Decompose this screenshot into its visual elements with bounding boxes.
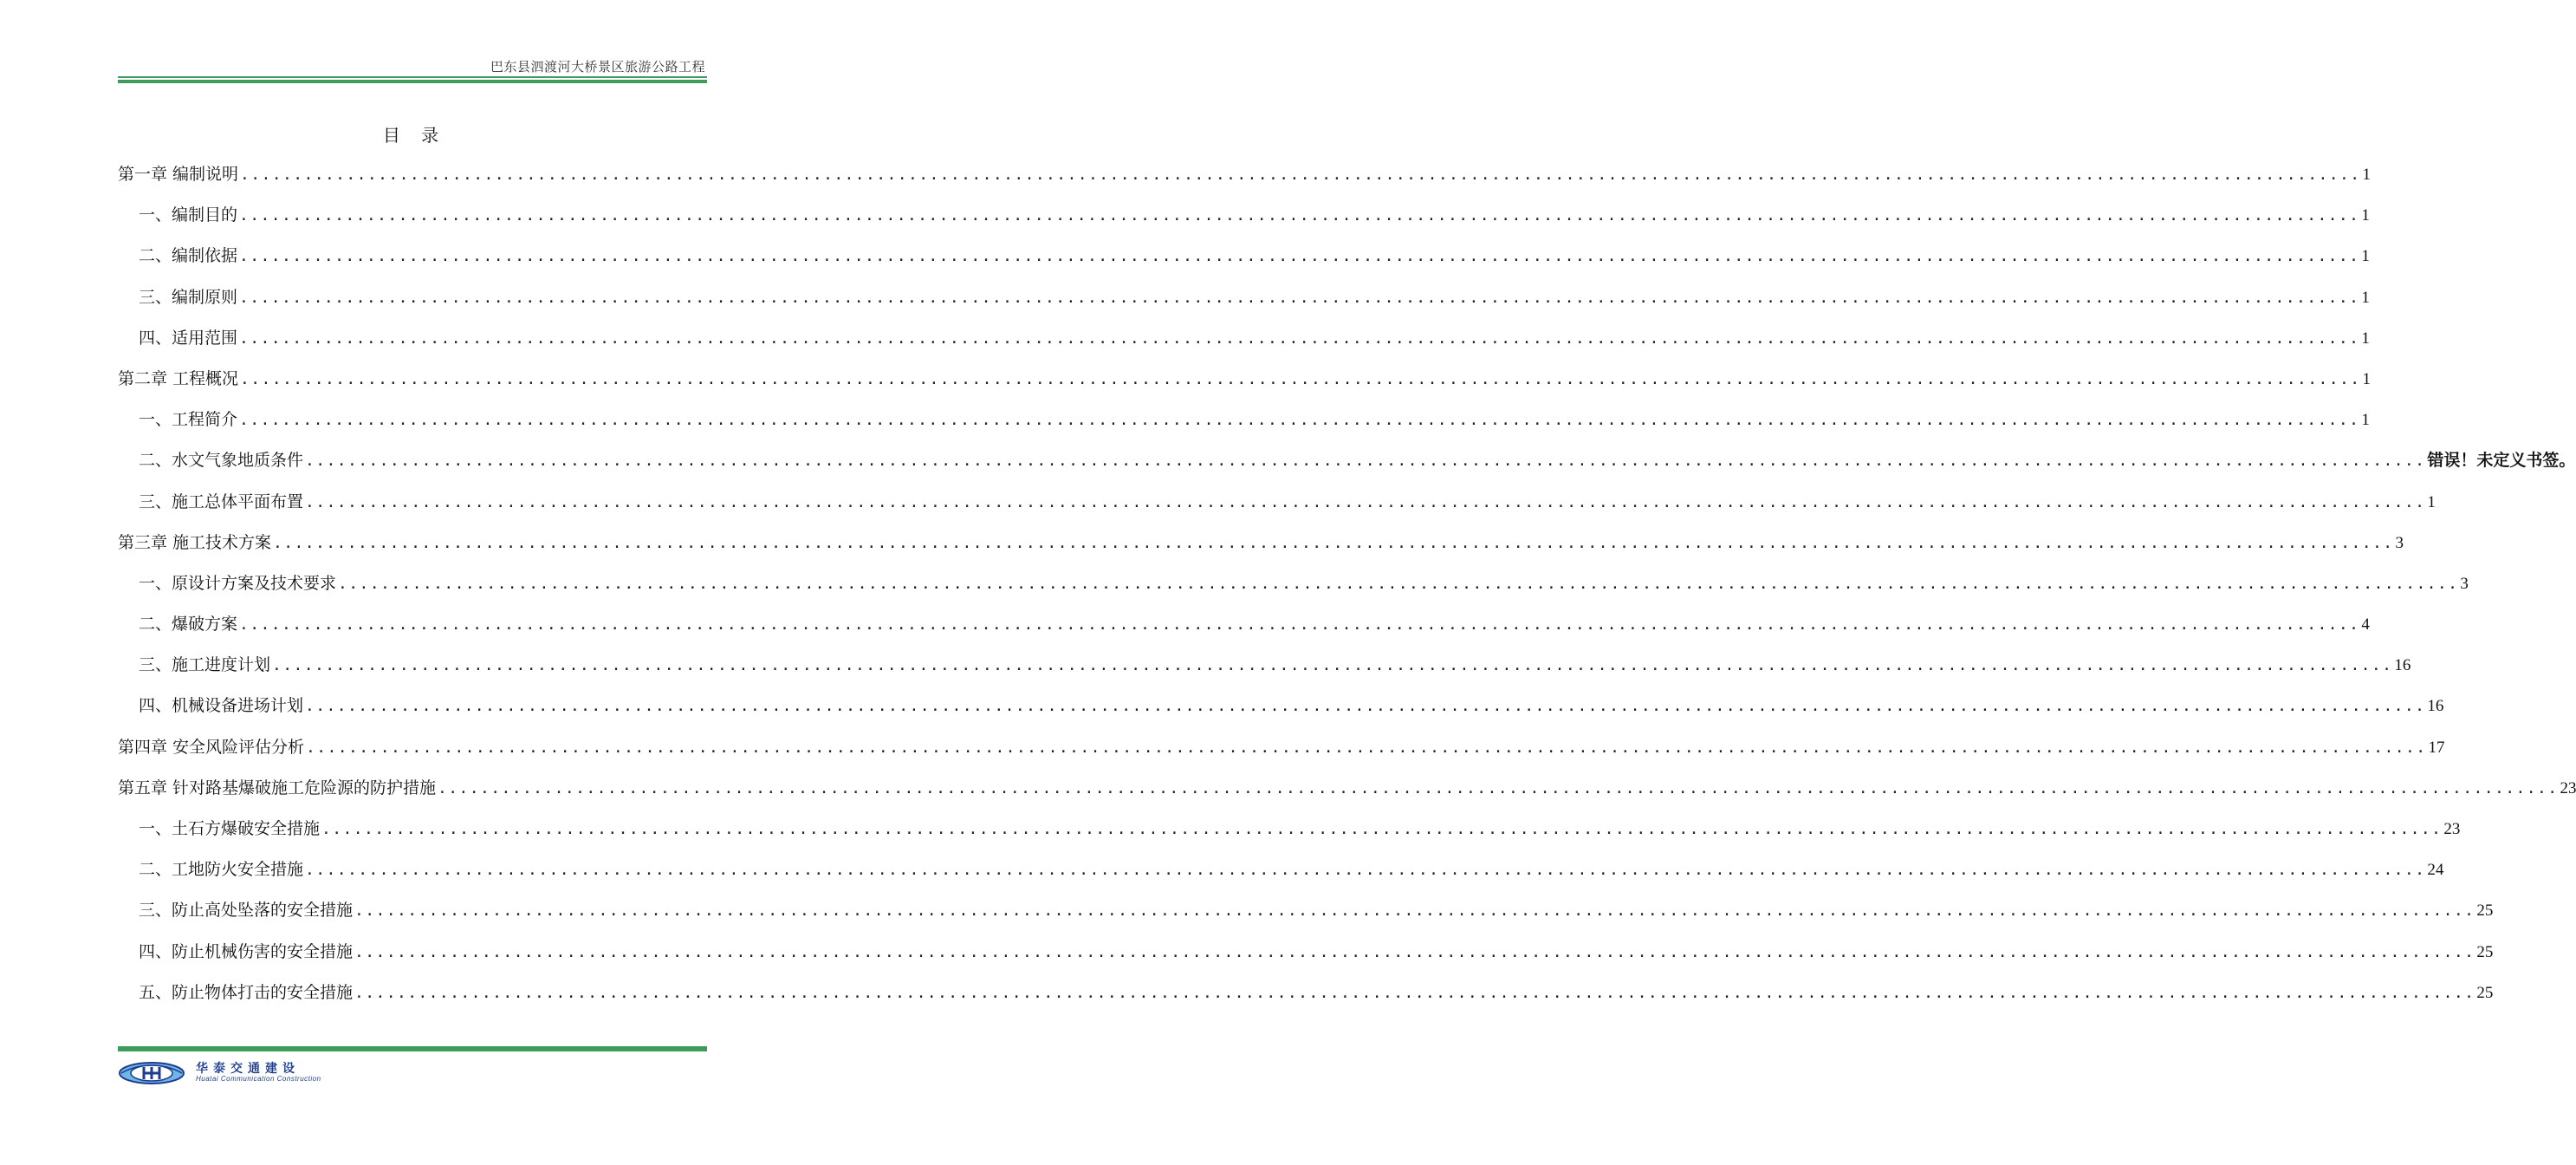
toc-entry-label: 四、适用范围	[139, 328, 238, 348]
toc-entry-label: 二、工地防火安全措施	[139, 860, 304, 880]
toc-entry[interactable]	[118, 239, 2370, 280]
toc-dot-leader: ........................................................................................................................................................................................................	[306, 738, 2427, 757]
table-of-contents	[118, 158, 2576, 1017]
toc-entry-label: 二、爆破方案	[139, 615, 238, 635]
toc-entry[interactable]	[118, 812, 2461, 853]
toc-entry-page: 25	[2476, 942, 2494, 961]
toc-entry[interactable]	[118, 567, 2469, 608]
footer-rule	[118, 1046, 707, 1051]
toc-entry-page: 1	[2361, 247, 2370, 266]
company-logo	[118, 1059, 321, 1087]
toc-entry[interactable]	[118, 689, 2444, 730]
toc-entry-page: 3	[2395, 533, 2404, 552]
toc-entry[interactable]	[118, 281, 2370, 322]
toc-entry[interactable]	[118, 935, 2494, 976]
toc-entry[interactable]	[118, 444, 2576, 485]
toc-entry-label: 一、土石方爆破安全措施	[139, 819, 321, 838]
toc-entry[interactable]	[118, 199, 2370, 239]
header-rule-thick	[118, 80, 707, 83]
toc-entry-label: 四、机械设备进场计划	[139, 696, 304, 716]
toc-entry-label: 一、编制目的	[139, 205, 238, 225]
toc-entry-page: 1	[2427, 492, 2436, 511]
toc-entry-page: 1	[2361, 329, 2370, 348]
toc-entry-page: 1	[2362, 369, 2371, 388]
toc-entry[interactable]	[118, 608, 2370, 648]
toc-entry[interactable]	[118, 403, 2370, 444]
toc-dot-leader: ........................................................................................................................................................................................................	[240, 166, 2361, 184]
toc-entry[interactable]	[118, 731, 2445, 771]
toc-entry-page: 1	[2361, 411, 2370, 430]
toc-entry-page: 23	[2560, 778, 2576, 797]
toc-entry-page: 23	[2443, 820, 2461, 838]
toc-entry[interactable]	[118, 322, 2370, 362]
toc-dot-leader: ........................................................................................................................................................................................................	[272, 656, 2393, 675]
toc-entry-label: 三、施工总体平面布置	[139, 491, 304, 511]
toc-entry-label: 第一章 编制说明	[118, 165, 239, 184]
toc-entry-page: 1	[2362, 166, 2371, 184]
toc-entry[interactable]	[118, 648, 2411, 689]
toc-dot-leader: ........................................................................................................................................................................................................	[305, 492, 2426, 511]
toc-entry-page: 25	[2476, 901, 2494, 921]
toc-dot-leader: ........................................................................................................................................................................................................	[338, 574, 2459, 593]
toc-dot-leader: ........................................................................................................................................................................................................	[239, 615, 2360, 635]
toc-dot-leader: ........................................................................................................................................................................................................	[354, 901, 2475, 921]
toc-entry-label: 第四章 安全风险评估分析	[118, 737, 305, 757]
toc-entry-label: 二、编制依据	[139, 246, 238, 266]
toc-dot-leader: ........................................................................................................................................................................................................	[354, 983, 2475, 1002]
toc-entry[interactable]	[118, 853, 2444, 894]
toc-entry-label: 第五章 针对路基爆破施工危险源的防护措施	[118, 778, 437, 797]
toc-dot-leader: ........................................................................................................................................................................................................	[321, 820, 2443, 838]
logo-chinese-text: 华泰交通建设	[196, 1062, 300, 1076]
toc-dot-leader: ........................................................................................................................................................................................................	[239, 411, 2360, 430]
toc-dot-leader: ........................................................................................................................................................................................................	[273, 533, 2394, 552]
toc-entry-page: 3	[2460, 574, 2469, 593]
toc-entry-label: 三、编制原则	[139, 287, 238, 307]
toc-entry-label: 二、水文气象地质条件	[139, 451, 304, 471]
logo-english-text: Huatai Communication Construction	[196, 1075, 321, 1083]
toc-dot-leader: ........................................................................................................................................................................................................	[239, 247, 2360, 266]
toc-entry-page: 4	[2361, 615, 2370, 635]
toc-entry-label: 三、施工进度计划	[139, 655, 271, 675]
toc-entry-page: 1	[2361, 206, 2370, 225]
toc-entry-label: 一、原设计方案及技术要求	[139, 573, 337, 593]
toc-entry-error-text: 错误！未定义书签。	[2427, 451, 2576, 471]
toc-entry-label: 第三章 施工技术方案	[118, 532, 272, 552]
toc-dot-leader: ........................................................................................................................................................................................................	[354, 942, 2475, 961]
toc-entry-page: 24	[2427, 861, 2444, 880]
toc-entry-label: 五、防止物体打击的安全措施	[139, 982, 354, 1002]
toc-entry[interactable]	[118, 526, 2404, 567]
toc-dot-leader: ........................................................................................................................................................................................................	[438, 778, 2559, 797]
toc-dot-leader: ........................................................................................................................................................................................................	[305, 861, 2426, 880]
running-header-title: 巴东县泗渡河大桥景区旅游公路工程	[490, 59, 705, 75]
toc-dot-leader: ........................................................................................................................................................................................................	[239, 206, 2360, 225]
header-rule-thin	[118, 76, 707, 78]
toc-entry-page: 16	[2427, 697, 2444, 716]
huatai-logo-icon	[118, 1060, 185, 1086]
toc-entry-label: 一、工程简介	[139, 410, 238, 430]
toc-entry-label: 四、防止机械伤害的安全措施	[139, 941, 354, 961]
toc-dot-leader: ........................................................................................................................................................................................................	[239, 288, 2360, 307]
toc-dot-leader: ........................................................................................................................................................................................................	[305, 697, 2426, 716]
toc-entry[interactable]	[118, 485, 2436, 526]
toc-dot-leader: ........................................................................................................................................................................................................	[305, 452, 2426, 471]
toc-heading: 目 录	[382, 125, 441, 146]
toc-dot-leader: ........................................................................................................................................................................................................	[239, 329, 2360, 348]
toc-entry[interactable]	[118, 894, 2494, 934]
toc-dot-leader: ........................................................................................................................................................................................................	[240, 369, 2361, 388]
toc-entry-page: 25	[2476, 983, 2494, 1002]
toc-entry[interactable]	[118, 771, 2576, 812]
toc-entry-label: 第二章 工程概况	[118, 368, 239, 388]
toc-entry-label: 三、防止高处坠落的安全措施	[139, 901, 354, 921]
toc-entry-page: 17	[2428, 738, 2445, 757]
toc-entry[interactable]	[118, 362, 2371, 403]
toc-entry-page: 1	[2361, 288, 2370, 307]
toc-entry[interactable]	[118, 158, 2371, 199]
toc-entry[interactable]	[118, 976, 2494, 1017]
toc-entry-page: 16	[2394, 656, 2411, 675]
